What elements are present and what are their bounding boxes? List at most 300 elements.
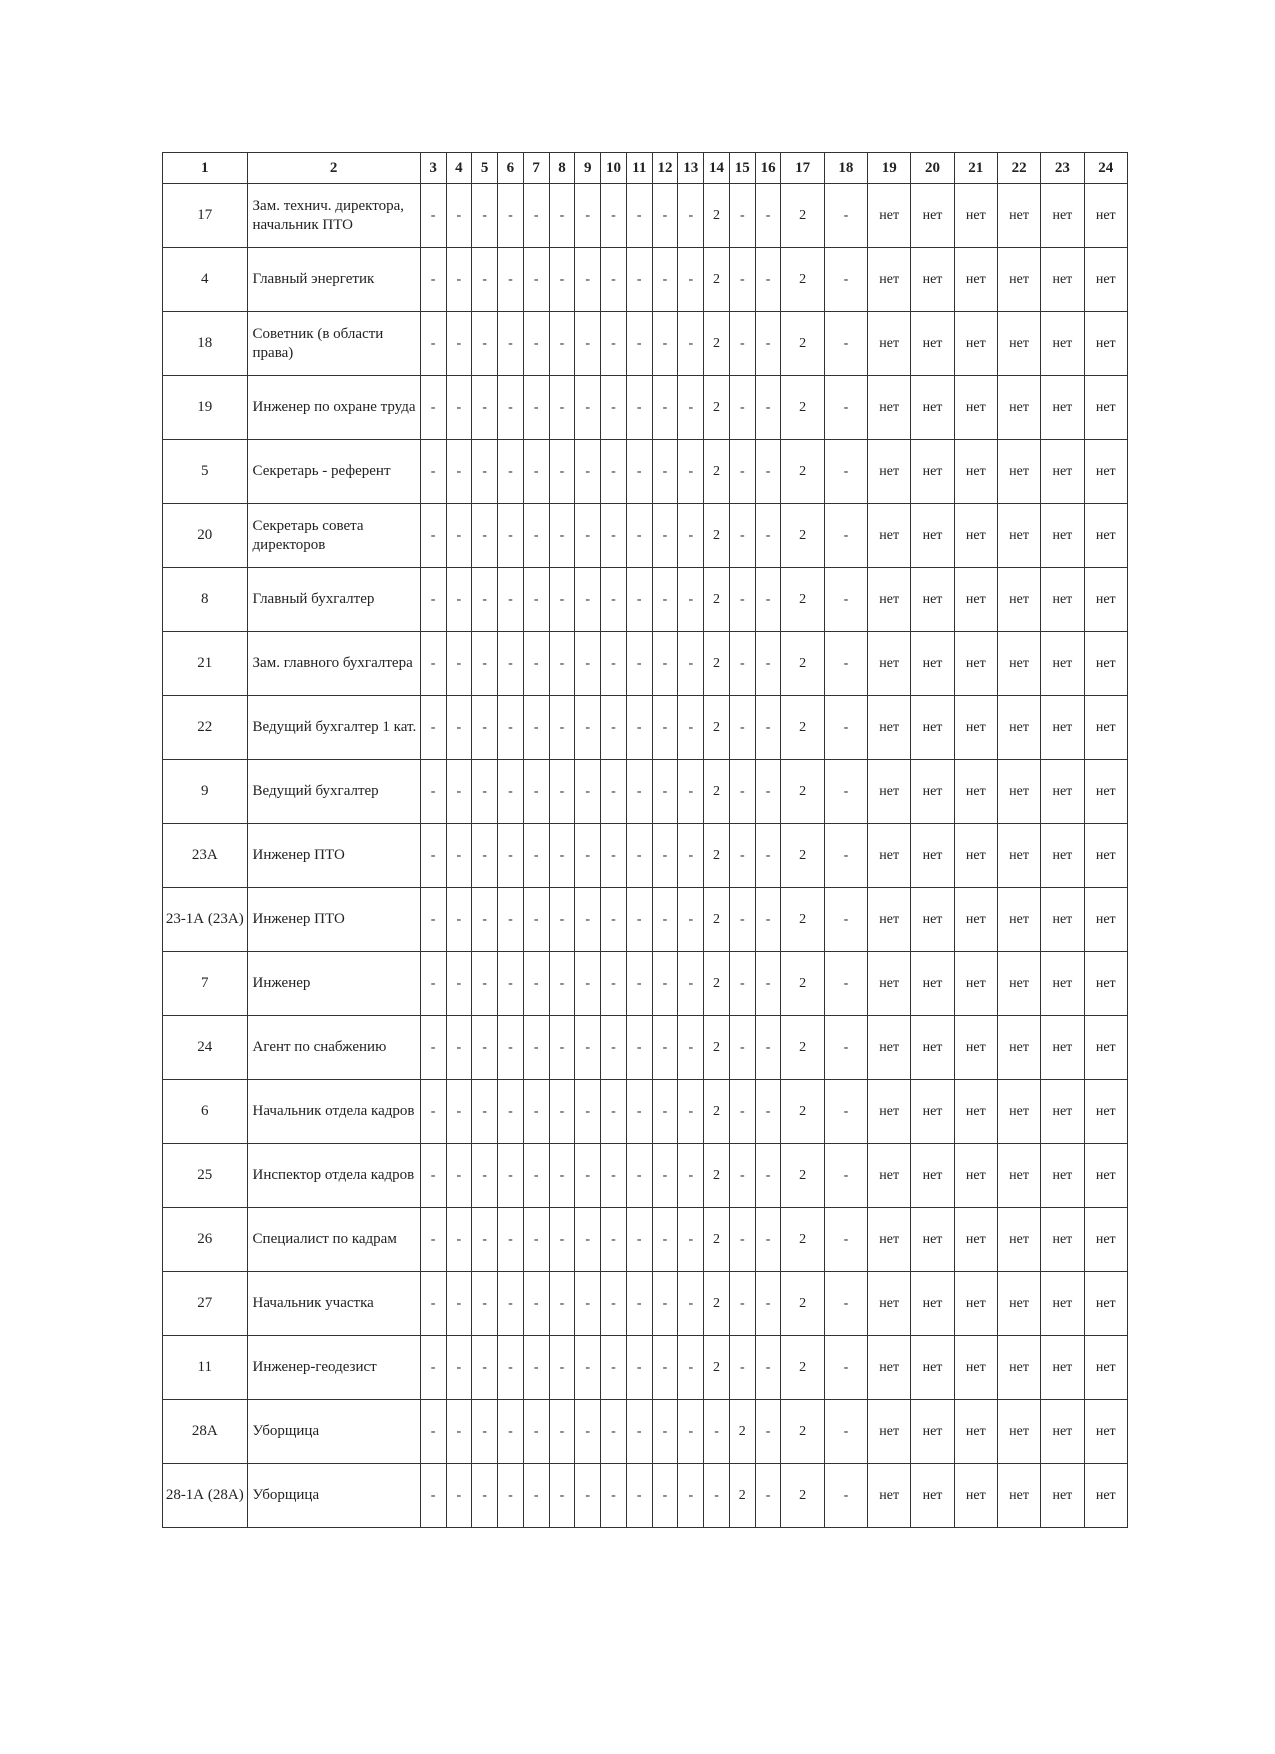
table-cell: - [523, 1336, 549, 1400]
table-cell: - [523, 1464, 549, 1528]
table-cell: - [472, 888, 498, 952]
table-cell: 2 [704, 312, 730, 376]
table-cell: - [420, 1272, 446, 1336]
table-row [163, 1464, 1128, 1528]
table-cell: - [420, 824, 446, 888]
column-header-11: 11 [626, 153, 652, 184]
table-row [163, 1080, 1128, 1144]
table-cell: - [755, 1208, 781, 1272]
table-cell: - [549, 888, 575, 952]
table-cell: - [755, 888, 781, 952]
position-name: Зам. главного бухгалтера [247, 632, 420, 696]
table-cell: - [824, 824, 867, 888]
table-cell: 2 [704, 1080, 730, 1144]
position-name: Ведущий бухгалтер [247, 760, 420, 824]
table-cell: нет [997, 952, 1040, 1016]
row-number: 25 [163, 1144, 248, 1208]
table-cell: - [575, 1016, 601, 1080]
table-cell: - [420, 1464, 446, 1528]
table-cell: - [446, 184, 472, 248]
table-cell: - [446, 312, 472, 376]
table-cell: нет [911, 376, 954, 440]
table-cell: - [652, 440, 678, 504]
table-cell: - [601, 1144, 627, 1208]
table-cell: - [626, 1144, 652, 1208]
table-cell: - [601, 1208, 627, 1272]
table-cell: - [755, 568, 781, 632]
table-cell: - [549, 184, 575, 248]
row-number: 24 [163, 1016, 248, 1080]
table-cell: - [678, 888, 704, 952]
table-cell: - [472, 1272, 498, 1336]
table-cell: нет [1084, 632, 1127, 696]
table-cell: - [626, 888, 652, 952]
table-cell: - [420, 1144, 446, 1208]
table-cell: - [678, 504, 704, 568]
table-cell: - [420, 888, 446, 952]
column-header-23: 23 [1041, 153, 1084, 184]
table-cell: нет [997, 504, 1040, 568]
table-cell: - [498, 1016, 524, 1080]
table-cell: нет [911, 504, 954, 568]
position-name: Инспектор отдела кадров [247, 1144, 420, 1208]
table-cell: - [420, 376, 446, 440]
table-cell: - [601, 376, 627, 440]
table-cell: нет [954, 824, 997, 888]
table-cell: - [729, 1272, 755, 1336]
table-cell: 2 [704, 888, 730, 952]
table-cell: нет [954, 1464, 997, 1528]
table-cell: нет [868, 760, 911, 824]
table-cell: - [446, 440, 472, 504]
table-cell: - [420, 632, 446, 696]
table-cell: 2 [704, 1336, 730, 1400]
table-cell: - [498, 952, 524, 1016]
table-cell: 2 [704, 952, 730, 1016]
row-number: 8 [163, 568, 248, 632]
table-cell: - [498, 312, 524, 376]
position-name: Уборщица [247, 1464, 420, 1528]
table-cell: нет [1084, 760, 1127, 824]
table-cell: нет [911, 632, 954, 696]
table-cell: - [729, 440, 755, 504]
table-cell: - [549, 376, 575, 440]
table-cell: - [626, 824, 652, 888]
table-cell: - [523, 952, 549, 1016]
table-cell: - [472, 376, 498, 440]
table-cell: нет [997, 824, 1040, 888]
table-cell: 2 [704, 1144, 730, 1208]
table-cell: - [601, 760, 627, 824]
table-cell: - [472, 952, 498, 1016]
table-cell: - [446, 376, 472, 440]
table-cell: нет [954, 376, 997, 440]
row-number: 23А [163, 824, 248, 888]
column-header-10: 10 [601, 153, 627, 184]
table-cell: - [678, 568, 704, 632]
table-cell: - [601, 824, 627, 888]
table-cell: - [626, 1400, 652, 1464]
table-cell: - [575, 184, 601, 248]
table-cell: нет [868, 1464, 911, 1528]
table-row [163, 440, 1128, 504]
table-cell: нет [911, 952, 954, 1016]
table-cell: - [523, 568, 549, 632]
table-cell: - [652, 376, 678, 440]
table-row [163, 184, 1128, 248]
table-cell: нет [868, 1208, 911, 1272]
table-cell: - [824, 1400, 867, 1464]
table-cell: - [626, 184, 652, 248]
table-cell: - [575, 1208, 601, 1272]
table-cell: - [575, 1336, 601, 1400]
table-cell: 2 [704, 632, 730, 696]
position-name: Инженер ПТО [247, 888, 420, 952]
table-cell: нет [954, 760, 997, 824]
table-cell: нет [954, 1144, 997, 1208]
table-cell: - [523, 1400, 549, 1464]
table-cell: - [755, 1080, 781, 1144]
table-cell: - [824, 1144, 867, 1208]
table-cell: 2 [781, 1272, 824, 1336]
table-cell: - [678, 440, 704, 504]
table-cell: нет [954, 248, 997, 312]
table-cell: - [824, 1208, 867, 1272]
table-cell: - [755, 952, 781, 1016]
table-cell: - [420, 1400, 446, 1464]
table-cell: - [575, 376, 601, 440]
table-cell: 2 [704, 568, 730, 632]
table-cell: нет [1084, 1400, 1127, 1464]
table-cell: нет [1041, 1272, 1084, 1336]
table-cell: - [678, 376, 704, 440]
table-cell: - [678, 1144, 704, 1208]
table-cell: нет [954, 1272, 997, 1336]
table-cell: - [472, 1464, 498, 1528]
table-cell: - [549, 696, 575, 760]
table-cell: 2 [781, 312, 824, 376]
table-cell: - [549, 1272, 575, 1336]
table-cell: - [824, 696, 867, 760]
table-cell: - [523, 824, 549, 888]
table-cell: - [549, 1464, 575, 1528]
table-cell: нет [1041, 952, 1084, 1016]
table-cell: 2 [704, 760, 730, 824]
table-cell: - [523, 1144, 549, 1208]
table-cell: - [626, 1080, 652, 1144]
table-cell: - [549, 1208, 575, 1272]
table-cell: 2 [781, 696, 824, 760]
table-cell: нет [911, 1080, 954, 1144]
table-row [163, 1400, 1128, 1464]
table-cell: нет [1041, 824, 1084, 888]
table-cell: - [446, 568, 472, 632]
table-cell: - [755, 1016, 781, 1080]
position-name: Начальник отдела кадров [247, 1080, 420, 1144]
table-cell: - [575, 1400, 601, 1464]
table-cell: нет [911, 1464, 954, 1528]
table-cell: - [498, 888, 524, 952]
table-cell: нет [868, 1016, 911, 1080]
table-cell: - [472, 184, 498, 248]
table-cell: - [678, 1400, 704, 1464]
table-cell: - [824, 568, 867, 632]
table-cell: - [824, 888, 867, 952]
table-cell: нет [997, 760, 1040, 824]
table-cell: - [472, 760, 498, 824]
table-cell: нет [1084, 184, 1127, 248]
table-cell: нет [911, 1336, 954, 1400]
table-cell: - [678, 312, 704, 376]
table-cell: - [498, 568, 524, 632]
table-cell: нет [954, 1080, 997, 1144]
table-cell: 2 [704, 184, 730, 248]
column-header-2: 2 [247, 153, 420, 184]
table-cell: нет [1084, 1272, 1127, 1336]
table-cell: нет [1041, 568, 1084, 632]
position-name: Уборщица [247, 1400, 420, 1464]
table-row [163, 696, 1128, 760]
table-row [163, 248, 1128, 312]
position-name: Инженер ПТО [247, 824, 420, 888]
row-number: 28А [163, 1400, 248, 1464]
table-cell: - [729, 824, 755, 888]
table-cell: нет [911, 1208, 954, 1272]
table-cell: - [678, 1080, 704, 1144]
table-cell: - [729, 312, 755, 376]
table-cell: - [755, 440, 781, 504]
table-cell: нет [997, 568, 1040, 632]
table-cell: нет [911, 568, 954, 632]
table-cell: нет [1041, 888, 1084, 952]
position-name: Начальник участка [247, 1272, 420, 1336]
row-number: 9 [163, 760, 248, 824]
table-cell: нет [1084, 568, 1127, 632]
table-cell: нет [954, 1016, 997, 1080]
table-cell: - [652, 1080, 678, 1144]
table-cell: - [729, 1016, 755, 1080]
table-cell: - [824, 184, 867, 248]
table-cell: нет [997, 888, 1040, 952]
table-cell: - [601, 1336, 627, 1400]
table-cell: - [601, 440, 627, 504]
table-cell: - [523, 632, 549, 696]
table-cell: нет [954, 696, 997, 760]
column-header-17: 17 [781, 153, 824, 184]
table-cell: нет [1041, 1336, 1084, 1400]
table-cell: - [678, 1016, 704, 1080]
table-cell: - [652, 248, 678, 312]
table-cell: - [523, 376, 549, 440]
table-cell: нет [1041, 1400, 1084, 1464]
table-cell: - [472, 568, 498, 632]
table-cell: - [626, 568, 652, 632]
table-cell: - [824, 1080, 867, 1144]
table-cell: - [498, 376, 524, 440]
data-table [162, 152, 1128, 1528]
table-cell: - [678, 952, 704, 1016]
table-cell: 2 [704, 376, 730, 440]
table-cell: - [446, 1400, 472, 1464]
table-cell: - [755, 1400, 781, 1464]
table-cell: нет [1084, 1016, 1127, 1080]
table-cell: - [755, 1144, 781, 1208]
table-cell: нет [954, 440, 997, 504]
table-cell: - [601, 632, 627, 696]
table-cell: - [472, 1208, 498, 1272]
column-header-9: 9 [575, 153, 601, 184]
table-cell: 2 [704, 1272, 730, 1336]
table-cell: - [755, 376, 781, 440]
table-cell: - [446, 1208, 472, 1272]
table-cell: - [678, 760, 704, 824]
table-cell: нет [868, 312, 911, 376]
table-cell: - [652, 1016, 678, 1080]
table-cell: - [729, 632, 755, 696]
table-cell: - [498, 1080, 524, 1144]
table-cell: 2 [781, 1080, 824, 1144]
table-cell: - [626, 632, 652, 696]
position-name: Зам. технич. директора, начальник ПТО [247, 184, 420, 248]
position-name: Секретарь - референт [247, 440, 420, 504]
table-cell: - [420, 1016, 446, 1080]
table-cell: - [678, 1464, 704, 1528]
table-cell: нет [1041, 376, 1084, 440]
table-cell: - [498, 440, 524, 504]
table-cell: нет [954, 888, 997, 952]
table-cell: - [420, 184, 446, 248]
row-number: 7 [163, 952, 248, 1016]
table-cell: - [523, 184, 549, 248]
table-cell: - [652, 184, 678, 248]
table-cell: нет [1084, 248, 1127, 312]
table-cell: - [420, 952, 446, 1016]
table-row [163, 632, 1128, 696]
table-cell: - [601, 952, 627, 1016]
table-cell: нет [868, 1080, 911, 1144]
table-cell: - [523, 1208, 549, 1272]
table-row [163, 952, 1128, 1016]
table-cell: 2 [781, 1400, 824, 1464]
table-cell: 2 [729, 1464, 755, 1528]
table-cell: - [626, 1016, 652, 1080]
table-cell: нет [868, 1336, 911, 1400]
column-header-12: 12 [652, 153, 678, 184]
table-cell: - [626, 1464, 652, 1528]
table-cell: - [601, 184, 627, 248]
table-cell: 2 [781, 568, 824, 632]
table-cell: - [652, 1208, 678, 1272]
table-cell: - [652, 1400, 678, 1464]
position-name: Инженер [247, 952, 420, 1016]
table-cell: - [824, 440, 867, 504]
table-cell: - [824, 1336, 867, 1400]
row-number: 19 [163, 376, 248, 440]
table-cell: нет [868, 568, 911, 632]
table-cell: нет [868, 184, 911, 248]
table-cell: нет [868, 888, 911, 952]
table-cell: - [729, 1208, 755, 1272]
table-cell: - [549, 568, 575, 632]
table-cell: - [652, 760, 678, 824]
table-cell: 2 [729, 1400, 755, 1464]
column-header-8: 8 [549, 153, 575, 184]
position-name: Советник (в области права) [247, 312, 420, 376]
table-cell: 2 [781, 376, 824, 440]
table-cell: 2 [781, 1336, 824, 1400]
table-cell: - [626, 248, 652, 312]
table-cell: - [824, 248, 867, 312]
table-cell: - [626, 760, 652, 824]
table-cell: - [626, 312, 652, 376]
table-cell: нет [1084, 888, 1127, 952]
table-cell: - [498, 1272, 524, 1336]
table-cell: - [472, 504, 498, 568]
table-cell: нет [868, 632, 911, 696]
table-cell: нет [1084, 1080, 1127, 1144]
table-cell: - [626, 1272, 652, 1336]
table-cell: - [498, 1208, 524, 1272]
row-number: 20 [163, 504, 248, 568]
table-cell: - [678, 1272, 704, 1336]
table-cell: нет [911, 312, 954, 376]
table-cell: - [652, 1272, 678, 1336]
position-name: Главный бухгалтер [247, 568, 420, 632]
table-cell: нет [997, 696, 1040, 760]
table-cell: 2 [781, 184, 824, 248]
table-cell: - [755, 1336, 781, 1400]
table-cell: нет [997, 1400, 1040, 1464]
table-cell: 2 [781, 1464, 824, 1528]
table-cell: - [729, 1144, 755, 1208]
table-cell: нет [911, 696, 954, 760]
table-cell: - [652, 1144, 678, 1208]
table-cell: 2 [781, 632, 824, 696]
table-cell: - [472, 312, 498, 376]
table-cell: нет [868, 696, 911, 760]
table-cell: - [626, 952, 652, 1016]
table-cell: - [549, 760, 575, 824]
table-cell: - [498, 1144, 524, 1208]
table-cell: - [498, 1400, 524, 1464]
table-cell: - [729, 952, 755, 1016]
column-header-4: 4 [446, 153, 472, 184]
table-cell: нет [1041, 1464, 1084, 1528]
table-cell: - [420, 440, 446, 504]
table-cell: - [755, 504, 781, 568]
table-cell: - [498, 184, 524, 248]
table-row [163, 888, 1128, 952]
table-cell: - [420, 312, 446, 376]
table-cell: 2 [781, 248, 824, 312]
table-cell: - [446, 632, 472, 696]
column-header-13: 13 [678, 153, 704, 184]
table-cell: нет [868, 1272, 911, 1336]
table-cell: 2 [781, 952, 824, 1016]
table-cell: - [446, 696, 472, 760]
table-cell: - [446, 1464, 472, 1528]
table-cell: - [472, 248, 498, 312]
table-cell: 2 [781, 1016, 824, 1080]
column-header-1: 1 [163, 153, 248, 184]
table-cell: нет [954, 1208, 997, 1272]
table-cell: - [678, 824, 704, 888]
table-cell: нет [1041, 1080, 1084, 1144]
table-cell: нет [1041, 184, 1084, 248]
table-cell: нет [954, 184, 997, 248]
table-cell: - [704, 1464, 730, 1528]
table-cell: - [729, 376, 755, 440]
